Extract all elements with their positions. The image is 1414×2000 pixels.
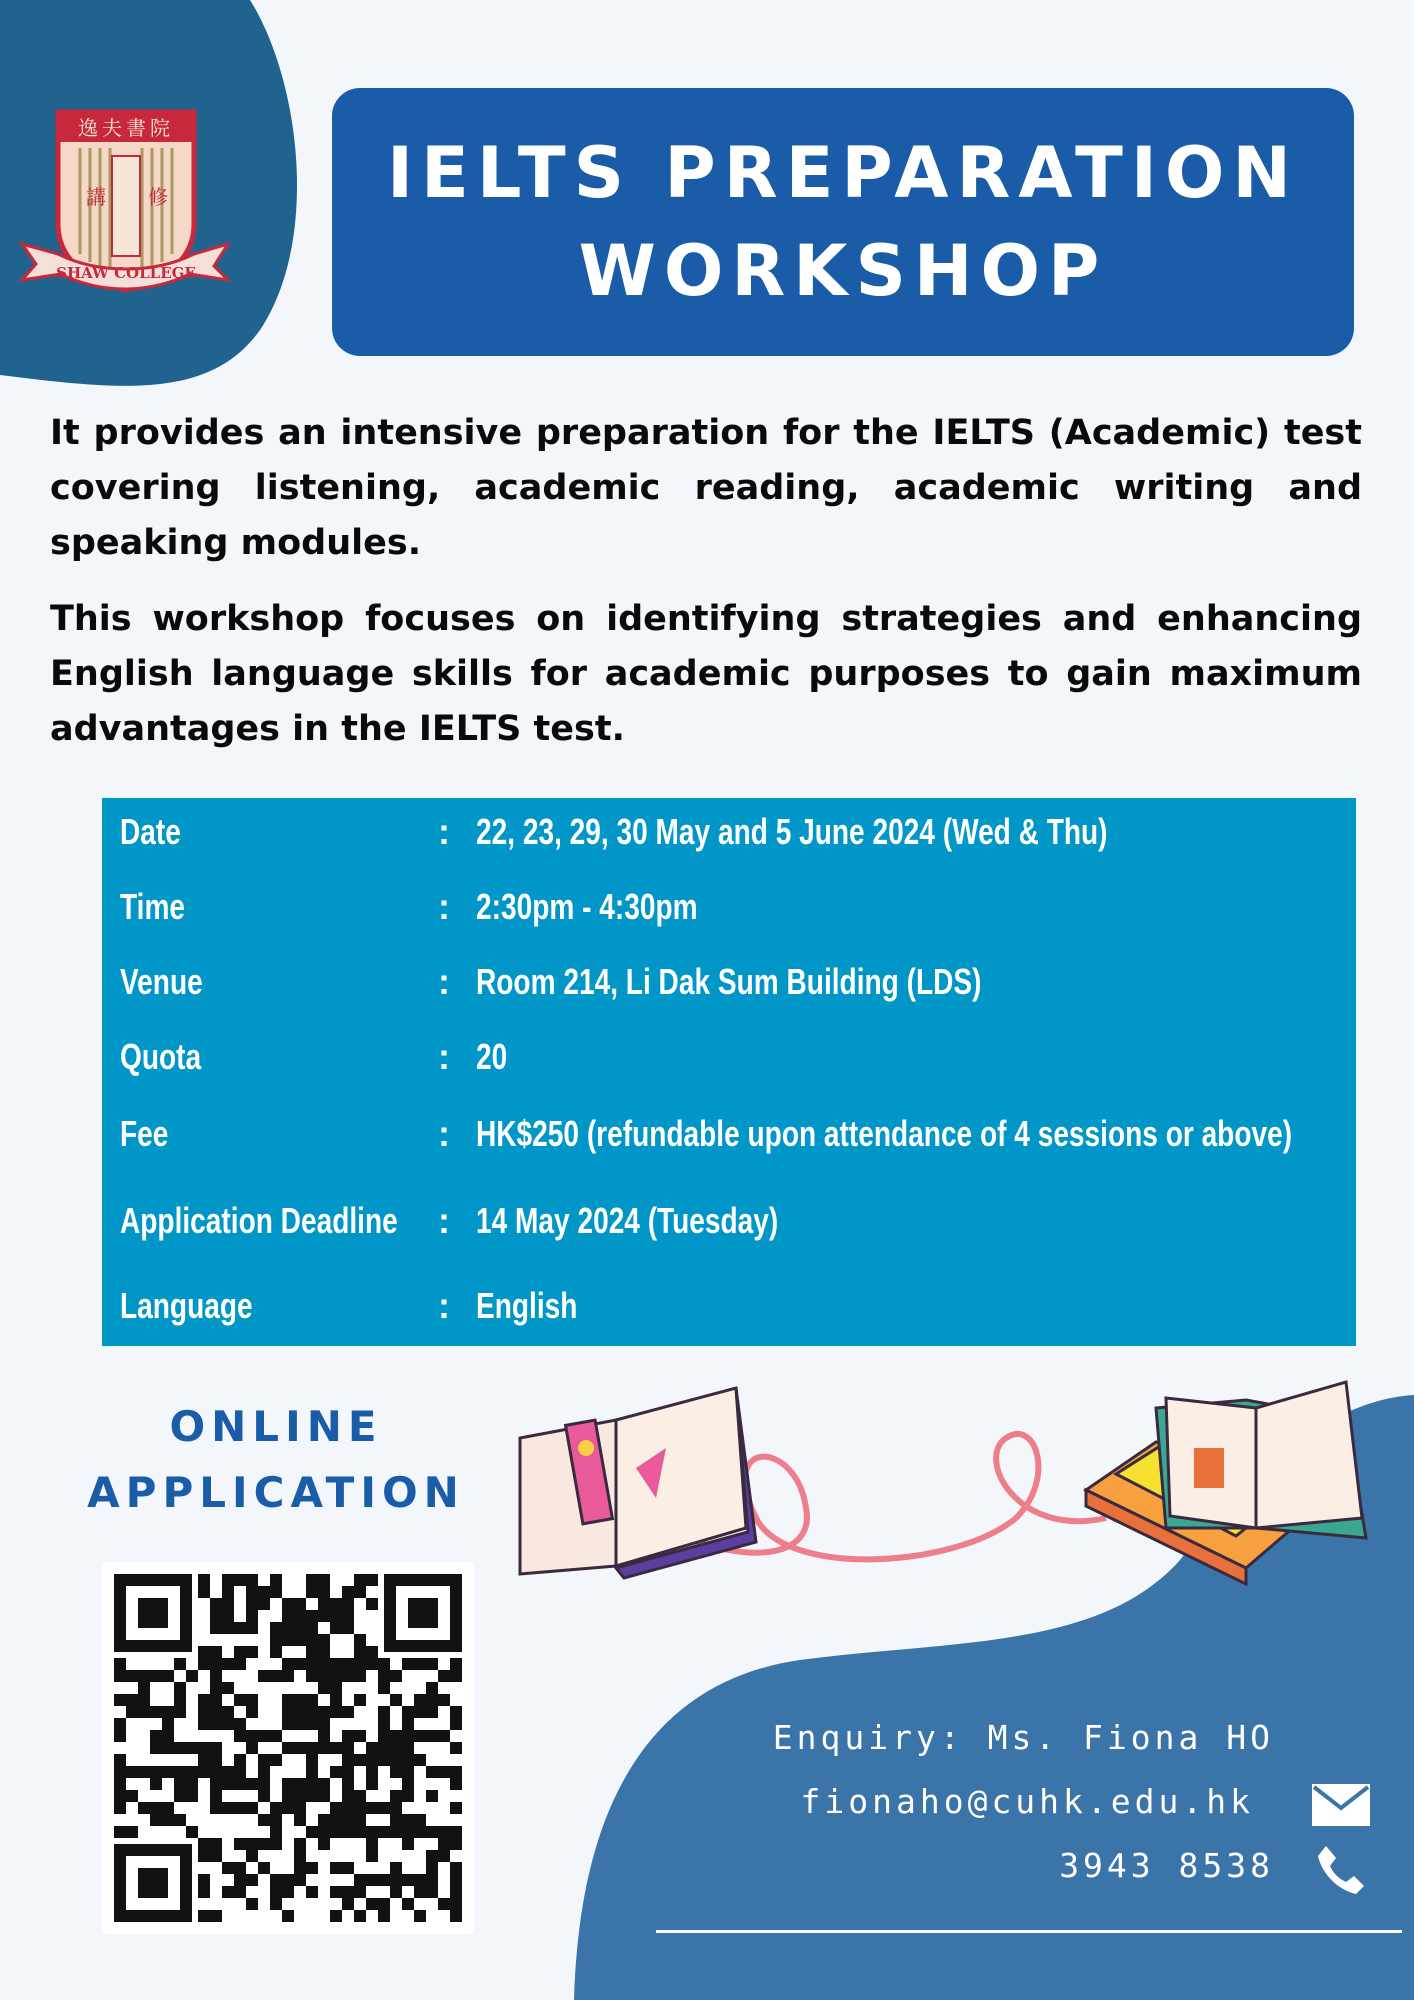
footer-divider (656, 1930, 1402, 1933)
enquiry-contact: Enquiry: Ms. Fiona HO (772, 1718, 1274, 1757)
intro-paragraph-1: It provides an intensive preparation for the IELTS (Academic) test covering listening, academic reading, academic writing and speaking modules. (50, 413, 1362, 563)
title-line-2: WORKSHOP (578, 230, 1108, 312)
enquiry-phone[interactable]: 3943 8538 (1059, 1846, 1274, 1885)
detail-separator: : (438, 811, 450, 852)
detail-separator: : (438, 961, 450, 1002)
detail-row-language (102, 1276, 1356, 1336)
detail-separator: : (438, 886, 450, 927)
online-line-2: APPLICATION (87, 1468, 465, 1517)
detail-row-quota (102, 1027, 1356, 1087)
detail-value: 22, 23, 29, 30 May and 5 June 2024 (Wed & Thu) (476, 811, 1108, 852)
detail-row-deadline (102, 1191, 1356, 1251)
detail-label: Quota (120, 1036, 202, 1077)
detail-separator: : (438, 1285, 450, 1326)
shaw-college-logo (18, 104, 232, 300)
detail-value: 2:30pm - 4:30pm (476, 886, 698, 927)
detail-separator: : (438, 1036, 450, 1077)
detail-separator: : (438, 1200, 450, 1241)
detail-value: 20 (476, 1036, 508, 1077)
detail-separator: : (438, 1113, 450, 1154)
detail-value: Room 214, Li Dak Sum Building (LDS) (476, 961, 982, 1002)
detail-label: Application Deadline (120, 1200, 398, 1241)
detail-value: English (476, 1285, 578, 1326)
logo-chinese-top: 逸夫書院 (78, 116, 174, 140)
detail-value: 14 May 2024 (Tuesday) (476, 1200, 779, 1241)
detail-label: Language (120, 1285, 253, 1326)
intro-paragraph-2: This workshop focuses on identifying strategies and enhancing English language skills for academic purposes to gain maximum advantages in the IELTS test. (50, 599, 1362, 749)
enquiry-email[interactable]: fionaho@cuhk.edu.hk (800, 1782, 1254, 1821)
title-box (332, 88, 1354, 356)
details-table (102, 798, 1356, 1346)
detail-value: HK$250 (refundable upon attendance of 4 sessions or above) (476, 1113, 1293, 1154)
detail-row-venue (102, 952, 1356, 1012)
detail-row-fee (102, 1104, 1356, 1164)
detail-row-time (102, 877, 1356, 937)
mail-icon (1312, 1784, 1370, 1826)
title-line-1: IELTS PREPARATION (386, 132, 1299, 214)
open-book-left-icon (520, 1388, 756, 1578)
detail-row-date (102, 802, 1356, 862)
detail-label: Date (120, 811, 181, 852)
detail-label: Venue (120, 961, 203, 1002)
detail-label: Fee (120, 1113, 169, 1154)
online-application-heading (76, 1394, 476, 1526)
stacked-books-icon (1086, 1382, 1366, 1584)
logo-banner-text: SHAW COLLEGE (56, 264, 196, 282)
logo-motto-right: 修 (148, 185, 168, 209)
qr-code[interactable] (102, 1562, 474, 1934)
detail-label: Time (120, 886, 186, 927)
logo-motto-left: 講 (86, 185, 106, 209)
online-line-1: ONLINE (169, 1402, 383, 1451)
phone-icon (1316, 1844, 1366, 1894)
books-illustration (516, 1378, 1370, 1592)
